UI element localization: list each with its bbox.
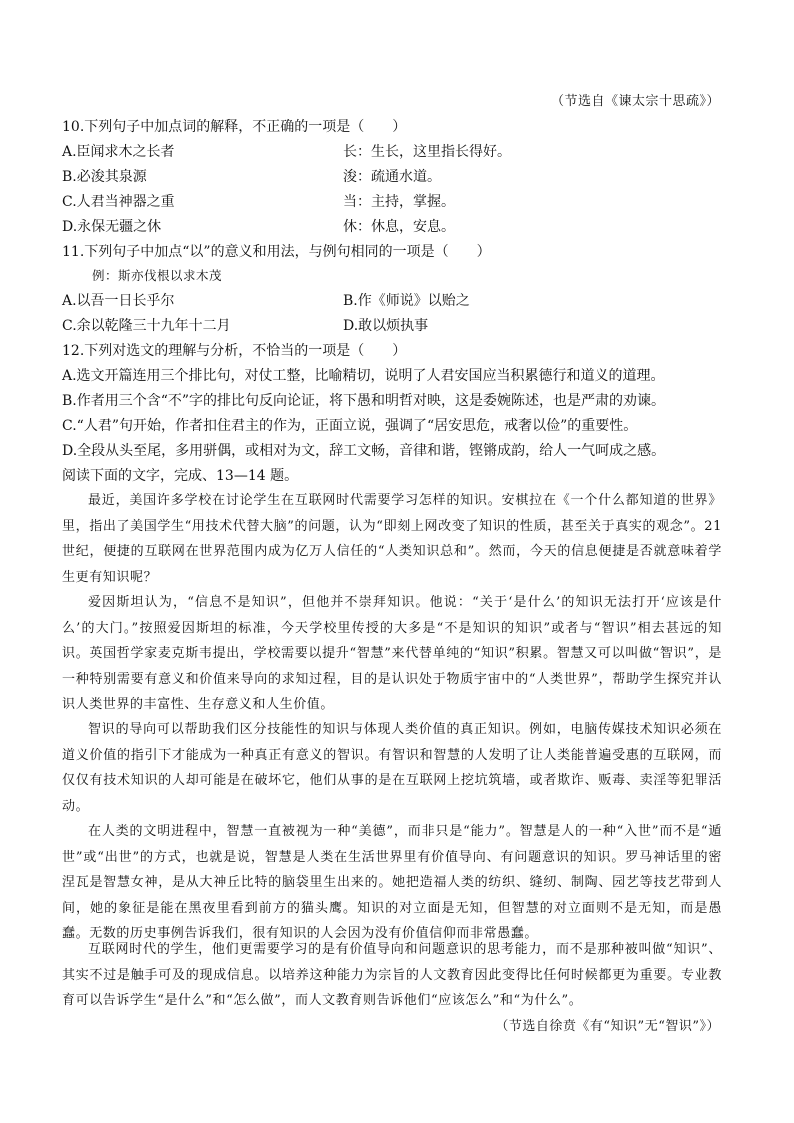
q12-option-d: D.全段从头至尾，多用骈偶，或相对为文，辞工文畅，音律和谐，铿锵成韵，给人一气呵成之感。 xyxy=(62,443,666,459)
question-11-stem: 11.下列句子中加点“以”的意义和用法，与例句相同的一项是（ ） xyxy=(62,244,491,260)
passage-paragraph-3: 智识的导向可以帮助我们区分技能性的知识与体现人类价值的真正知识。例如，电脑传媒技术知识必须在道义价值的指引下才能成为一种真正有意义的智识。有智识和智慧的人发明了让人类能普遍受惠的互联网，而仅仅有技术知识的人却可能是在破坏它，他们从事的是在互联网上挖坑筑墙，或者欺诈、贩毒、卖淫等犯罪活动。 xyxy=(62,722,722,814)
q10-option-d-explanation: 休：休息，安息。 xyxy=(343,219,455,235)
q10-option-d: D.永保无疆之休 xyxy=(62,219,162,235)
q10-option-a-explanation: 长：生长，这里指长得好。 xyxy=(343,144,511,160)
source-citation-top: （节选自《谏太宗十思疏》） xyxy=(550,94,720,109)
q11-option-b: B.作《师说》以贻之 xyxy=(343,293,470,309)
passage-paragraph-5: 互联网时代的学生，他们更需要学习的是有价值导向和问题意识的思考能力，而不是那种被叫做“知识”、其实不过是触手可及的现成信息。以培养这种能力为宗旨的人文教育因此变得比任何时候都更为重要。专业教育可以告诉学生“是什么”和“怎么做”，而人文教育则告诉他们“应该怎么”和“为什么”。 xyxy=(62,942,722,1008)
q11-option-c: C.余以乾隆三十九年十二月 xyxy=(62,318,231,334)
q11-option-d: D.敢以烦执事 xyxy=(343,318,429,334)
passage-paragraph-1: 最近，美国许多学校在讨论学生在互联网时代需要学习怎样的知识。安棋拉在《一个什么都知道的世界》里，指出了美国学生“用技术代替大脑”的问题，认为“即刻上网改变了知识的性质，甚至关于真实的观念”。21 世纪，便捷的互联网在世界范围内成为亿万人信任的“人类知识总和”。然而，今天的信息便捷是否就意味着学生更有知识呢？ xyxy=(62,493,722,585)
q10-option-c: C.人君当神器之重 xyxy=(62,194,175,210)
q12-option-c: C.“人君”句开始，作者扣住君主的作为，正面立说，强调了“居安思危，戒奢以俭”的重要性。 xyxy=(62,418,638,434)
question-12-stem: 12.下列对选文的理解与分析，不恰当的一项是（ ） xyxy=(62,343,407,359)
q10-option-c-explanation: 当：主持，掌握。 xyxy=(343,194,455,210)
passage-paragraph-4: 在人类的文明进程中，智慧一直被视为一种“美德”，而非只是“能力”。智慧是人的一种“入世”而不是“遁世”或“出世”的方式，也就是说，智慧是人类在生活世界里有价值导向、有问题意识的知识。罗马神话里的密涅瓦是智慧女神，是从大神丘比特的脑袋里生出来的。她把造福人类的纺织、缝纫、制陶、园艺等技艺带到人间，她的象征是能在黑夜里看到前方的猫头鹰。知识的对立面是无知，但智慧的对立面则不是无知，而是愚蠢。无数的历史事例告诉我们，很有知识的人会因为没有价值信仰而非常愚蠢。 xyxy=(62,824,722,941)
question-10-stem: 10.下列句子中加点词的解释，不正确的一项是（ ） xyxy=(62,119,407,135)
source-citation-bottom: （节选自徐贲《有“知识”无“智识”》） xyxy=(495,1019,720,1034)
q10-option-a: A.臣闻求木之长者 xyxy=(62,144,175,160)
passage-paragraph-2: 爱因斯坦认为，“信息不是知识”，但他并不崇拜知识。他说：“关于‘是什么’的知识无法打开‘应该是什么’的大门。”按照爱因斯坦的标准，今天学校里传授的大多是“不是知识的知识”或者与“智识”相去甚远的知识。英国哲学家麦克斯韦提出，学校需要以提升“智慧”来代替单纯的“知识”积累。智慧又可以叫做“智识”，是一种特别需要有意义和价值来导向的求知过程，目的是认识处于物质宇宙中的“人类世界”，帮助学生探究并认识人类世界的丰富性、生存意义和人生价值。 xyxy=(62,595,722,712)
q11-example: 例：斯亦伐根以求木茂 xyxy=(92,268,223,283)
q10-option-b-explanation: 浚：疏通水道。 xyxy=(343,169,441,185)
q12-option-b: B.作者用三个含“不”字的排比句反向论证，将下愚和明哲对映，这是委婉陈述，也是严肃的劝谏。 xyxy=(62,393,666,409)
q10-option-b: B.必浚其泉源 xyxy=(62,169,147,185)
q12-option-a: A.选文开篇连用三个排比句，对仗工整，比喻精切，说明了人君安国应当积累德行和道义的道理。 xyxy=(62,368,665,384)
reading-instruction: 阅读下面的文字，完成、13—14 题。 xyxy=(62,468,299,484)
q11-option-a: A.以吾一日长乎尔 xyxy=(62,293,175,309)
